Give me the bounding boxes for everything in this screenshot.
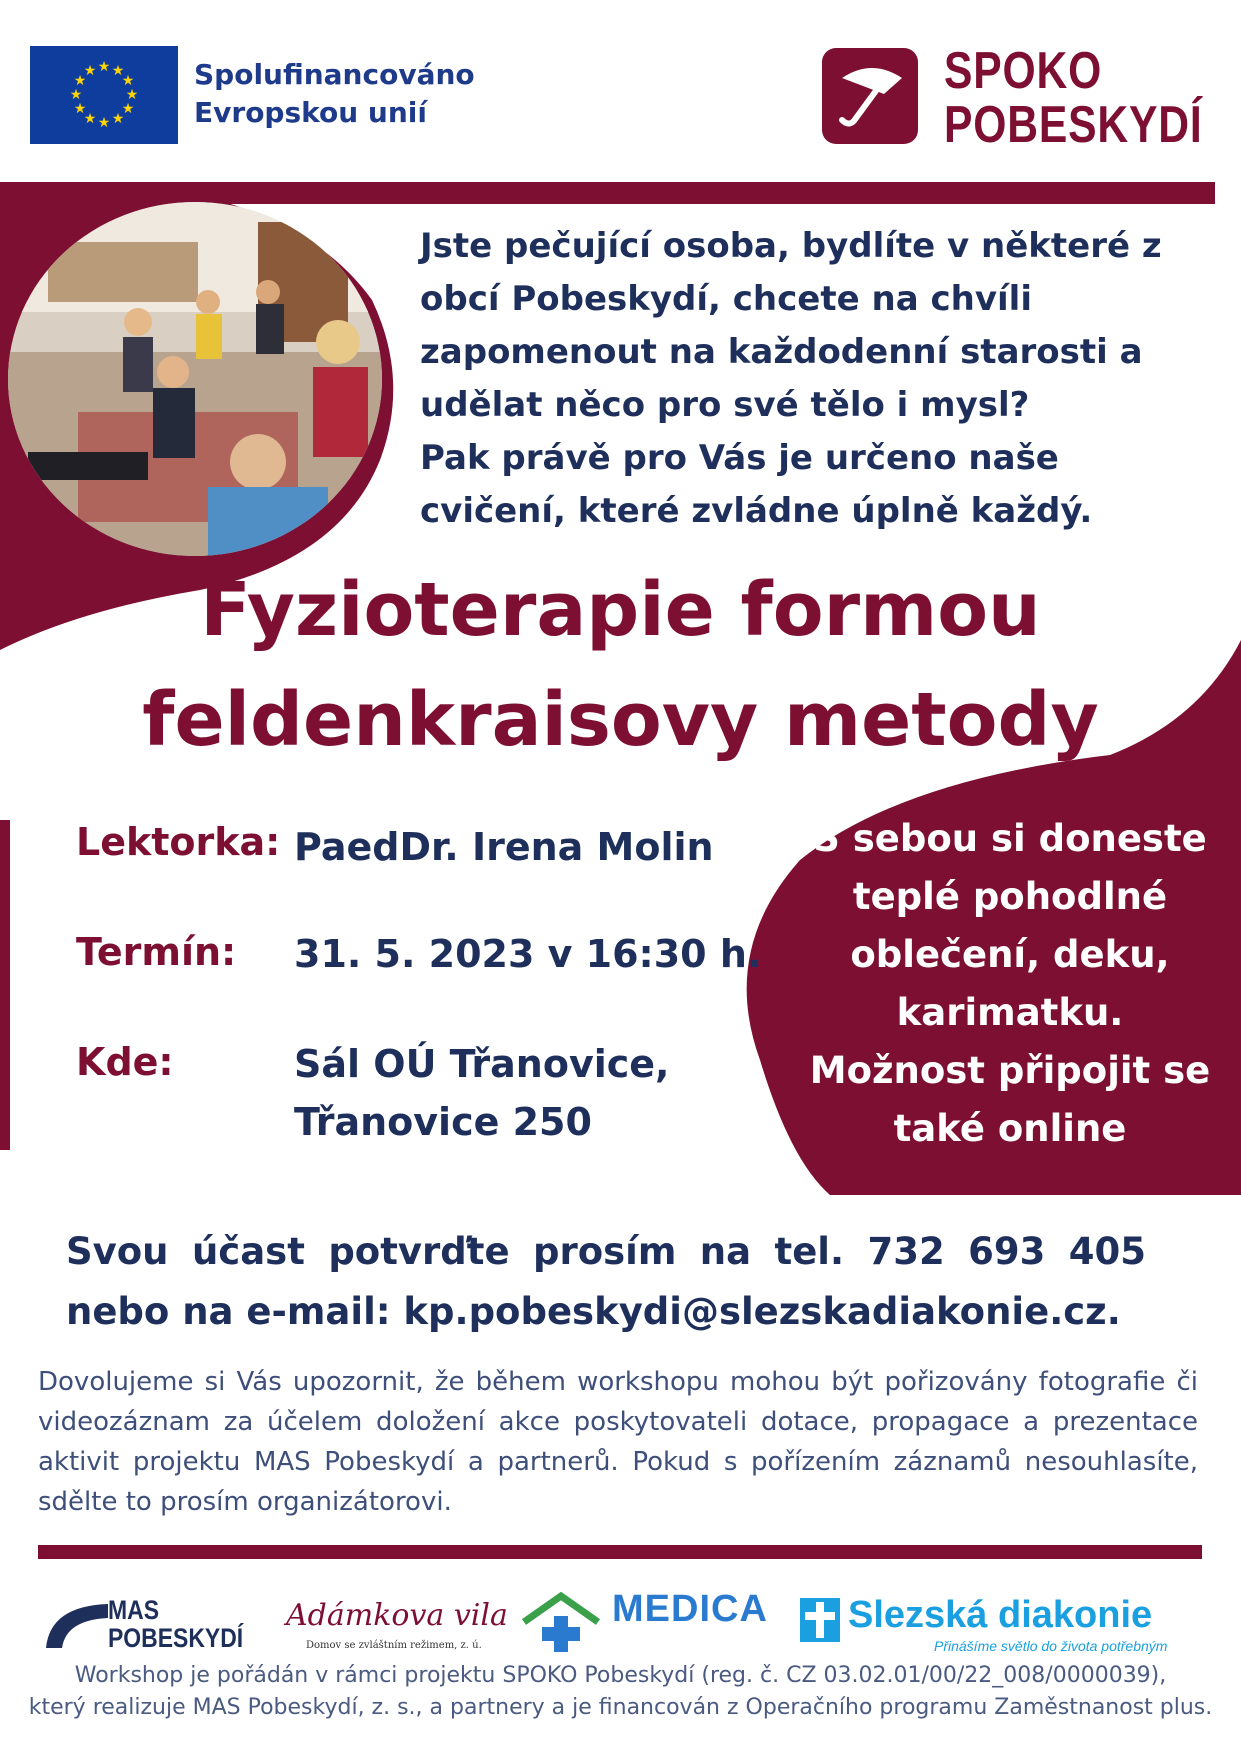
mas-logo-text: [108, 1596, 243, 1652]
svg-text:★: ★: [125, 87, 139, 103]
mas-line1: MAS: [108, 1595, 159, 1625]
footer-line1: Workshop je pořádán v rámci projektu SPOKO Pobeskydí (reg. č. CZ 03.02.01/00/22_008/0000039),: [74, 1663, 1167, 1688]
svg-text:★: ★: [83, 63, 97, 79]
intro-line: udělat něco pro své tělo i mysl?: [420, 385, 1030, 425]
adamkova-logo-subtitle: Domov se zvláštním režimem, z. ú.: [306, 1640, 482, 1651]
bring-line: karimatku.: [896, 991, 1124, 1034]
svg-text:★: ★: [73, 101, 87, 117]
event-title-line1: Fyzioterapie formou: [200, 567, 1041, 653]
event-title: [0, 555, 1241, 775]
date-value: 31. 5. 2023 v 16:30 h.: [294, 932, 762, 976]
svg-text:★: ★: [73, 73, 87, 89]
eu-line2: Evropskou unií: [194, 96, 427, 129]
intro-line: Pak právě pro Vás je určeno naše: [420, 438, 1059, 478]
bottom-divider-bar: [38, 1545, 1202, 1559]
svg-text:★: ★: [111, 111, 125, 127]
bring-line: také online: [893, 1107, 1127, 1150]
spoko-line2: POBESKYDÍ: [944, 96, 1203, 154]
confirm-email-line: nebo na e-mail: kp.pobeskydi@slezskadiakonie.cz.: [66, 1290, 1121, 1333]
mas-logo-icon: [42, 1598, 112, 1650]
spoko-logo-text: [944, 44, 1203, 152]
eu-flag: [30, 46, 178, 144]
spoko-line1: SPOKO: [944, 42, 1103, 100]
event-title-line2: feldenkraisovy metody: [142, 677, 1099, 763]
left-accent-bar: [0, 820, 10, 1150]
confirm-phone-line: Svou účast potvrďte prosím na tel. 732 693 405: [66, 1230, 1146, 1273]
eu-line1: Spolufinancováno: [194, 58, 475, 91]
bring-info: [800, 810, 1220, 1158]
lecturer-label: Lektorka:: [76, 820, 281, 864]
svg-text:★: ★: [97, 59, 111, 75]
intro-line: Jste pečující osoba, bydlíte v některé z: [420, 226, 1162, 266]
svg-text:★: ★: [97, 115, 111, 131]
lecturer-value: PaedDr. Irena Molin: [294, 825, 714, 869]
bring-line: S sebou si doneste: [813, 817, 1207, 860]
mas-line2: POBESKYDÍ: [108, 1623, 244, 1653]
intro-text: [420, 220, 1220, 538]
slezska-logo-subtitle: Přinášíme světlo do života potřebným: [934, 1638, 1168, 1654]
project-footer: [0, 1660, 1241, 1724]
intro-line: obcí Pobeskydí, chcete na chvíli: [420, 279, 1032, 319]
svg-text:★: ★: [121, 101, 135, 117]
medica-logo-text: MEDICA: [612, 1588, 768, 1630]
place-value: [294, 1035, 669, 1151]
slezska-cross-icon: [800, 1598, 840, 1642]
svg-text:★: ★: [83, 111, 97, 127]
place-label: Kde:: [76, 1040, 174, 1084]
svg-text:★: ★: [69, 87, 83, 103]
eu-stars-icon: [30, 46, 178, 144]
intro-line: zapomenout na každodenní starosti a: [420, 332, 1143, 372]
exercise-class-photo: [8, 202, 382, 556]
footer-line2: který realizuje MAS Pobeskydí, z. s., a partnery a je financován z Operačního programu Zaměstnanost plus.: [28, 1695, 1213, 1720]
medica-cross-icon: [520, 1592, 602, 1654]
adamkova-logo-text: Adámkova vila: [286, 1598, 508, 1633]
svg-text:★: ★: [111, 63, 125, 79]
eu-cofinanced-text: [194, 56, 475, 132]
slezska-logo-text: Slezská diakonie: [848, 1594, 1153, 1636]
place-line1: Sál OÚ Třanovice,: [294, 1042, 670, 1086]
bring-line: oblečení, deku,: [850, 933, 1170, 976]
bring-line: teplé pohodlné: [852, 875, 1168, 918]
bring-line: Možnost připojit se: [809, 1049, 1211, 1092]
photo-notice: Dovolujeme si Vás upozornit, že během workshopu mohou být pořizovány fotografie či videozáznam za účelem doložení akce poskytovateli dotace, propagace a prezentace aktivit projektu MAS Pobeskydí a partnerů. Pokud s pořízením záznamů nesouhlasíte, sdělte to prosím organizátorovi.: [38, 1367, 1198, 1517]
intro-line: cvičení, které zvládne úplně každý.: [420, 491, 1093, 531]
svg-text:★: ★: [121, 73, 135, 89]
date-label: Termín:: [76, 930, 237, 974]
umbrella-icon: [822, 48, 918, 144]
place-line2: Třanovice 250: [294, 1100, 592, 1144]
